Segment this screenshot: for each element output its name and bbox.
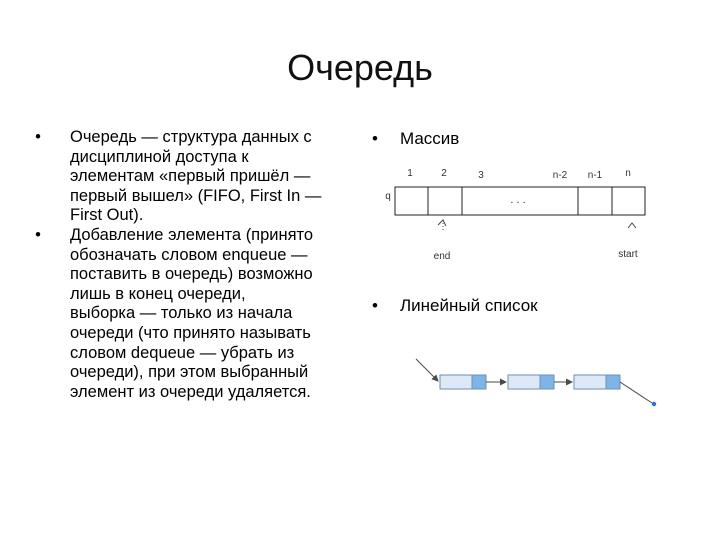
list-end-dot	[652, 402, 656, 406]
array-diagram	[380, 160, 680, 260]
index-label-1: 1	[407, 168, 413, 179]
end-pointer-arrow	[438, 220, 446, 226]
slide-title: Очередь	[287, 47, 433, 88]
start-label: start	[618, 249, 638, 260]
description-line: поставить в очередь) возможно	[70, 265, 313, 284]
list-heading-label: Линейный список	[400, 296, 538, 315]
array-heading-label: Массив	[400, 129, 460, 148]
list-node-2-pointer	[540, 375, 554, 389]
linked-list-diagram	[410, 345, 670, 415]
array-name-q: q	[385, 191, 391, 202]
description-line: лишь в конец очереди,	[70, 284, 246, 303]
description-line: Добавление элемента (принято	[70, 225, 314, 244]
description-line: очереди), при этом выбранный	[70, 363, 309, 382]
list-heading	[372, 295, 538, 317]
bullet-dot: •	[372, 296, 378, 315]
bullet-item-enqueue-dequeue	[30, 226, 360, 402]
definition-line: дисциплиной доступа к	[70, 147, 249, 166]
left-bullet-list	[30, 128, 360, 402]
description-line: элемент из очереди удаляется.	[70, 382, 311, 401]
index-label-3: 3	[478, 170, 484, 181]
start-pointer-arrow	[628, 223, 636, 228]
term-queue: Очередь	[70, 128, 137, 146]
list-node-1-pointer	[472, 375, 486, 389]
definition-line: — структура данных с	[141, 128, 312, 146]
array-heading	[372, 128, 460, 150]
head-pointer-arrow	[416, 359, 438, 381]
index-label-2: 2	[441, 168, 447, 179]
index-label-n: n	[625, 168, 631, 179]
definition-line: элементам «первый пришёл —	[70, 167, 311, 186]
description-line: выборка — только из начала	[70, 304, 293, 323]
definition-line: первый вышел» (FIFO, First In —	[70, 186, 322, 205]
bullet-dot: •	[372, 129, 378, 148]
bullet-dot: •	[35, 225, 41, 244]
tail-pointer-arrow	[620, 382, 652, 403]
description-line: очереди (что принято называть	[70, 323, 311, 342]
ellipsis: . . .	[510, 194, 526, 206]
description-line: словом dequeue — убрать из	[70, 343, 295, 362]
bullet-dot: •	[35, 128, 41, 146]
index-label-n-1: n-1	[587, 170, 603, 181]
definition-line: First Out).	[70, 206, 144, 225]
list-node-3-pointer	[606, 375, 620, 389]
index-label-n-2: n-2	[552, 170, 568, 181]
bullet-item-queue-definition	[30, 128, 360, 226]
end-label: end	[433, 251, 451, 260]
description-line: обозначать словом enqueue —	[70, 245, 308, 264]
